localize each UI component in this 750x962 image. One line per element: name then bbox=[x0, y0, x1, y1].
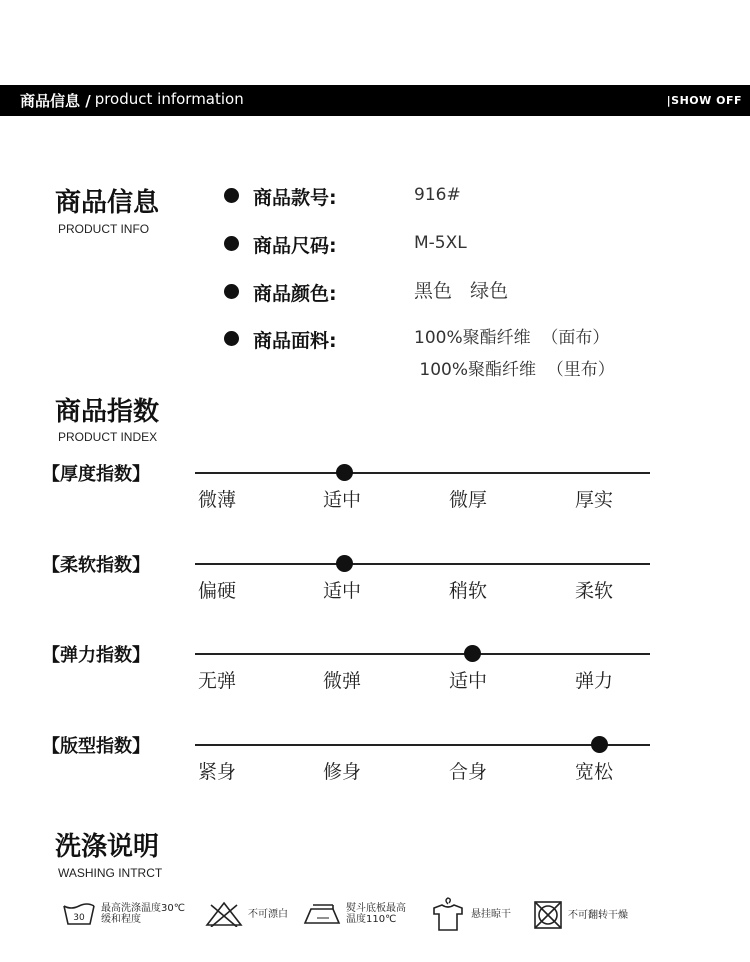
info-row-color bbox=[224, 279, 508, 307]
hang-dry-icon bbox=[430, 896, 466, 932]
wash-text: 最高洗涤温度30℃ 缓和程度 bbox=[101, 903, 185, 925]
index-subtitle: PRODUCT INDEX bbox=[58, 430, 158, 444]
info-row-style bbox=[224, 183, 461, 211]
wash-text: 熨斗底板最高 温度110℃ bbox=[346, 903, 406, 925]
wash-item bbox=[205, 901, 288, 927]
info-label: 商品面料: bbox=[253, 330, 337, 352]
wash-text: 悬挂晾干 bbox=[471, 908, 511, 920]
washing-subtitle: WASHING INTRCT bbox=[58, 866, 163, 880]
info-label: 商品尺码: bbox=[253, 235, 337, 257]
index-tick-label: 厚实 bbox=[575, 489, 614, 511]
index-marker-适中 bbox=[464, 645, 481, 662]
no-bleach-icon bbox=[205, 901, 243, 927]
index-row-label: 【厚度指数】 bbox=[42, 464, 150, 485]
index-tick-label: 合身 bbox=[449, 761, 488, 783]
wash-item bbox=[303, 901, 406, 927]
index-tick-label: 弹力 bbox=[575, 670, 614, 692]
info-title: 商品信息 bbox=[55, 188, 160, 218]
index-title: 商品指数 bbox=[55, 397, 160, 427]
index-tick-label: 偏硬 bbox=[198, 580, 237, 602]
info-value: M-5XL bbox=[414, 233, 467, 253]
index-row-label: 【柔软指数】 bbox=[42, 555, 150, 576]
index-tick-label: 微弹 bbox=[323, 670, 362, 692]
bullet-icon bbox=[224, 284, 239, 299]
index-tick-label: 适中 bbox=[449, 670, 488, 692]
index-tick-label: 宽松 bbox=[575, 761, 614, 783]
index-tick-label: 微薄 bbox=[198, 489, 237, 511]
info-label: 商品款号: bbox=[253, 187, 337, 209]
wash-item bbox=[533, 900, 628, 930]
index-tick-label: 修身 bbox=[323, 761, 362, 783]
info-label: 商品颜色: bbox=[253, 283, 337, 305]
header-bar bbox=[0, 85, 750, 116]
header-title-en: product information bbox=[94, 90, 244, 108]
info-subtitle: PRODUCT INFO bbox=[58, 222, 150, 236]
info-value: 100%聚酯纤维 （面布） 100%聚酯纤维 （里布） bbox=[414, 328, 615, 380]
info-row-size bbox=[224, 231, 467, 259]
index-marker-柔软 bbox=[336, 555, 353, 572]
svg-text:30: 30 bbox=[73, 913, 85, 923]
bullet-icon bbox=[224, 236, 239, 251]
index-tick-label: 无弹 bbox=[198, 670, 237, 692]
bullet-icon bbox=[224, 188, 239, 203]
index-scale-line bbox=[195, 744, 650, 746]
index-marker-合身 bbox=[591, 736, 608, 753]
index-tick-label: 适中 bbox=[323, 489, 362, 511]
index-row-label: 【弹力指数】 bbox=[42, 645, 150, 666]
no-tumble-dry-icon bbox=[533, 900, 563, 930]
bullet-icon bbox=[224, 331, 239, 346]
wash-item bbox=[430, 896, 511, 932]
wash-30-icon bbox=[62, 900, 96, 928]
index-scale-line bbox=[195, 563, 650, 565]
index-scale-line bbox=[195, 472, 650, 474]
washing-title: 洗涤说明 bbox=[55, 832, 160, 862]
info-value: 黑色 绿色 bbox=[414, 280, 509, 302]
header-title bbox=[20, 90, 244, 111]
wash-text: 不可漂白 bbox=[248, 908, 288, 920]
wash-text: 不可翻转干燥 bbox=[568, 909, 628, 921]
index-scale-line bbox=[195, 653, 650, 655]
index-tick-label: 适中 bbox=[323, 580, 362, 602]
header-title-cn: 商品信息 / bbox=[20, 92, 91, 110]
wash-item bbox=[62, 900, 185, 928]
iron-icon bbox=[303, 901, 341, 927]
index-marker-适中 bbox=[336, 464, 353, 481]
index-tick-label: 稍软 bbox=[449, 580, 488, 602]
index-tick-label: 微厚 bbox=[449, 489, 488, 511]
info-row-fabric bbox=[224, 326, 615, 386]
index-tick-label: 紧身 bbox=[198, 761, 237, 783]
show-off-label: |SHOW OFF bbox=[666, 94, 742, 107]
info-value: 916# bbox=[414, 185, 461, 205]
index-tick-label: 柔软 bbox=[575, 580, 614, 602]
index-row-label: 【版型指数】 bbox=[42, 736, 150, 757]
